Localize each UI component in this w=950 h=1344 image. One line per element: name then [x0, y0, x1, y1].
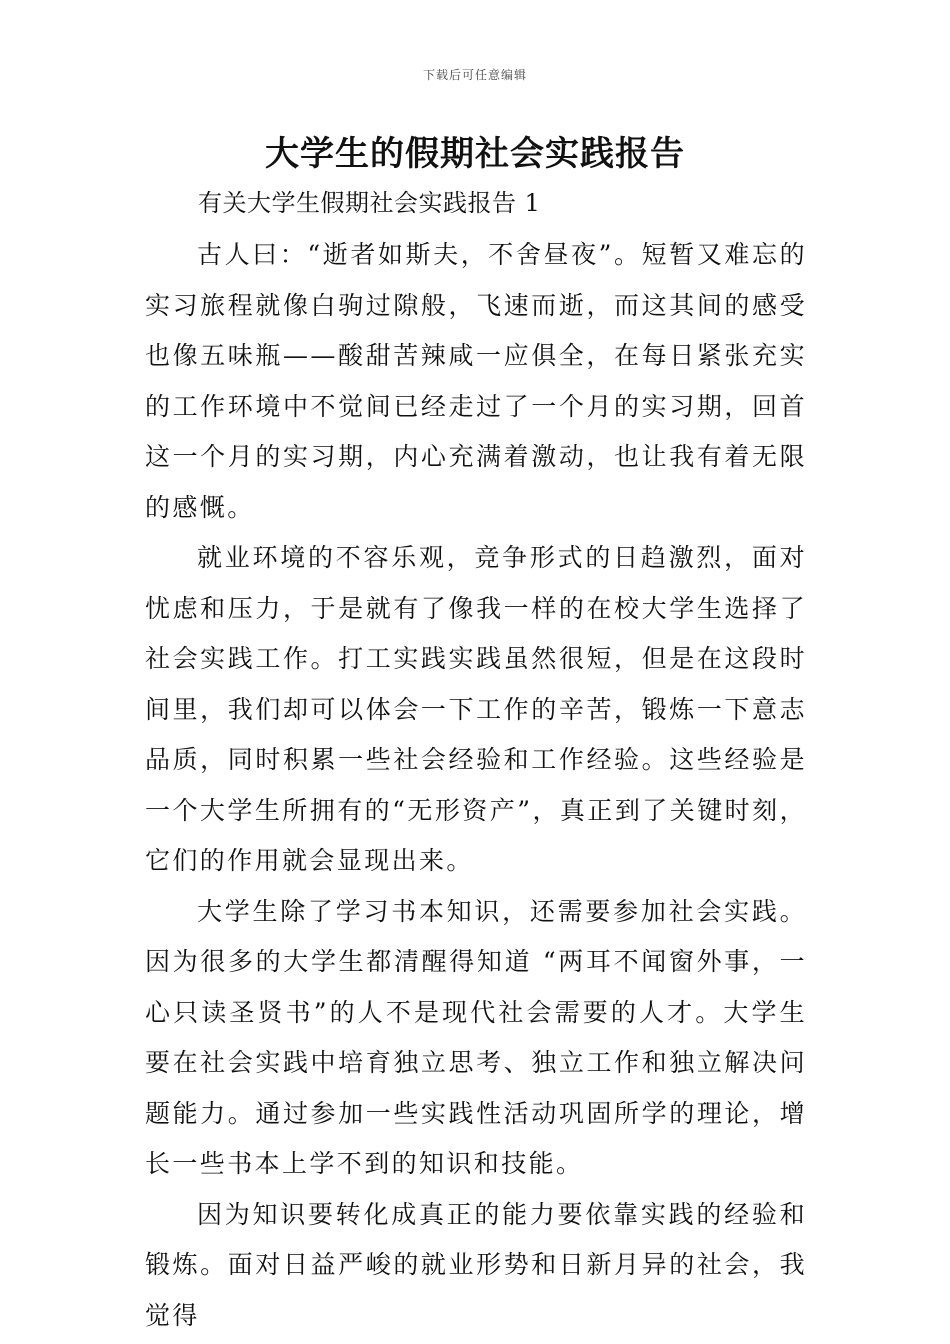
paragraph-1: 古人曰：“逝者如斯夫，不舍昼夜”。短暂又难忘的实习旅程就像白驹过隙般，飞速而逝，而这其间的感受也像五味瓶——酸甜苦辣咸一应俱全，在每日紧张充实的工作环境中不觉间已经走过了一个月的实习期，回首这一个月的实习期，内心充满着激动，也让我有着无限的感慨。 — [145, 240, 807, 522]
document-subtitle: 有关大学生假期社会实践报告 1 — [198, 189, 541, 217]
document-title: 大学生的假期社会实践报告 — [265, 134, 685, 174]
paragraph-2: 就业环境的不容乐观，竞争形式的日趋激烈，面对忧虑和压力，于是就有了像我一样的在校大学生选择了社会实践工作。打工实践实践虽然很短，但是在这段时间里，我们却可以体会一下工作的辛苦，锻炼一下意志品质，同时积累一些社会经验和工作经验。这些经验是一个大学生所拥有的“无形资产”，真正到了关键时刻，它们的作用就会显现出来。 — [145, 543, 807, 875]
document-body — [145, 230, 807, 1341]
header-note: 下载后可任意编辑 — [422, 68, 527, 82]
paragraph-4: 因为知识要转化成真正的能力要依靠实践的经验和锻炼。面对日益严峻的就业形势和日新月异的社会，我觉得 — [145, 1199, 807, 1330]
paragraph-3: 大学生除了学习书本知识，还需要参加社会实践。因为很多的大学生都清醒得知道 “两耳不闻窗外事，一心只读圣贤书”的人不是现代社会需要的人才。大学生要在社会实践中培育独立思考、独立工作和独立解决问题能力。通过参加一些实践性活动巩固所学的理论，增长一些书本上学不到的知识和技能。 — [145, 896, 807, 1178]
